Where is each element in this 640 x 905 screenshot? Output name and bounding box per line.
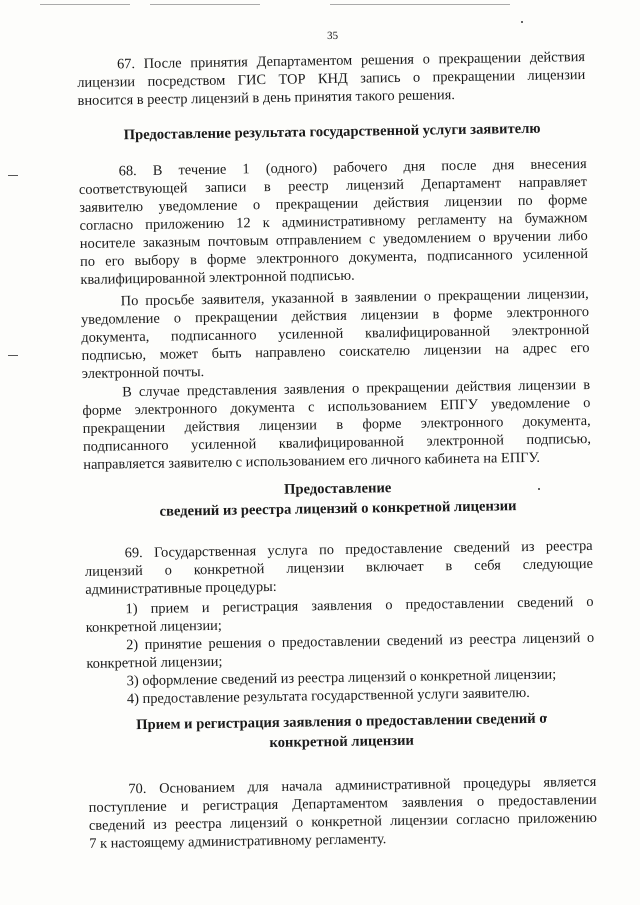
paragraph-70 <box>88 773 597 853</box>
text-line: носителе заказным почтовым отправлением с уведомлением о вручении либо <box>79 227 588 252</box>
text-line: соответствующей записи в реестр лицензий Департамент направляет <box>78 173 588 198</box>
text-line: по его выбору в форме электронного документа, подписанного усиленной <box>79 245 589 270</box>
text-line: 68. В течение 1 (одного) рабочего дня после дня внесения <box>118 156 587 180</box>
list-item-continuation: конкретной лицензии; <box>86 653 223 672</box>
text-line: подписанного усиленной квалифицированной электронной подписью, <box>82 430 592 455</box>
text-line: лицензии посредством ГИС ТОР КНД запись о прекращении лицензии <box>77 67 586 91</box>
list-item: 3) оформление сведений из реестра лицензий о конкретной лицензии; <box>126 666 557 690</box>
heading-line: сведений из реестра лицензий о конкретной лицензии <box>159 498 517 520</box>
text-line: административные процедуры: <box>85 578 277 598</box>
text-line: 70. Основанием для начала административной процедуры является <box>128 773 597 798</box>
text-line: заявителю уведомление о прекращении действия лицензии по форме <box>79 191 588 216</box>
text-line: 69. Государственная услуга по предоставление сведений из реестра <box>124 537 593 562</box>
paragraph-68-epgu <box>82 376 591 474</box>
text-line: направляется заявителю с использованием его личного кабинета на ЕПГУ. <box>83 449 541 473</box>
paragraph-68 <box>79 155 589 289</box>
paragraph-69 <box>85 537 594 599</box>
text-line: квалифицированной электронной подписью. <box>80 267 355 288</box>
text-line: уведомление о прекращении действия лицензии в форме электронного <box>80 303 590 328</box>
text-line: По просьбе заявителя, указанной в заявлении о прекращении лицензии, <box>120 285 589 310</box>
margin-mark <box>8 175 18 176</box>
paragraph-67 <box>77 48 586 110</box>
text-line: сведений из реестра лицензий о конкретной лицензии согласно приложению <box>88 809 598 834</box>
scan-edge-line <box>330 4 510 5</box>
text-line: подписью, может быть направлено соискателю лицензии на адрес его <box>81 339 590 364</box>
scan-edge-line <box>40 4 130 5</box>
text-line: форме электронного документа с использованием ЕПГУ уведомление о <box>82 394 591 419</box>
text-line: лицензий о конкретной лицензии включает в себя следующие <box>84 555 594 580</box>
scan-speck <box>521 21 523 23</box>
section-heading: Предоставление результата государственной услуги заявителю <box>123 120 541 144</box>
paragraph-68-email <box>81 285 590 383</box>
scan-edge-line <box>150 4 260 5</box>
list-item: 2) принятие решения о предоставлении сведений из реестра лицензий о <box>126 629 595 654</box>
list-item: 1) прием и регистрация заявления о предоставлении сведений о <box>125 593 594 618</box>
text-line: вносится в реестр лицензий в день принятия такого решения. <box>77 87 456 109</box>
procedure-list <box>85 593 595 709</box>
text-line: документа, подписанного усиленной квалифицированной электронной <box>81 321 590 346</box>
section-heading-registry <box>84 475 593 523</box>
list-item: 4) предоставление результата государственной услуги заявителю. <box>126 684 530 708</box>
text-line: 67. После принятия Департаментом решения о прекращении действия <box>116 49 586 73</box>
text-line: электронной почты. <box>81 364 205 382</box>
list-item-continuation: конкретной лицензии; <box>85 617 222 636</box>
page-number: 35 <box>327 29 339 43</box>
heading-line: Прием и регистрация заявления о предоставлении сведений о <box>136 710 547 734</box>
text-line: В случае представления заявления о прекращении действия лицензии в <box>122 376 591 401</box>
section-heading-reception <box>87 708 596 756</box>
text-line: согласно приложению 12 к административному регламенту на бумажном <box>79 209 588 234</box>
text-line: 7 к настоящему административному регламенту. <box>89 831 387 852</box>
margin-mark <box>8 355 18 356</box>
text-line: прекращении действия лицензии в форме электронного документа, <box>82 412 591 437</box>
text-line: поступление и регистрация Департаментом заявления о предоставлении <box>88 791 597 816</box>
heading-line: Предоставление <box>283 480 392 498</box>
heading-line: конкретной лицензии <box>269 732 415 752</box>
